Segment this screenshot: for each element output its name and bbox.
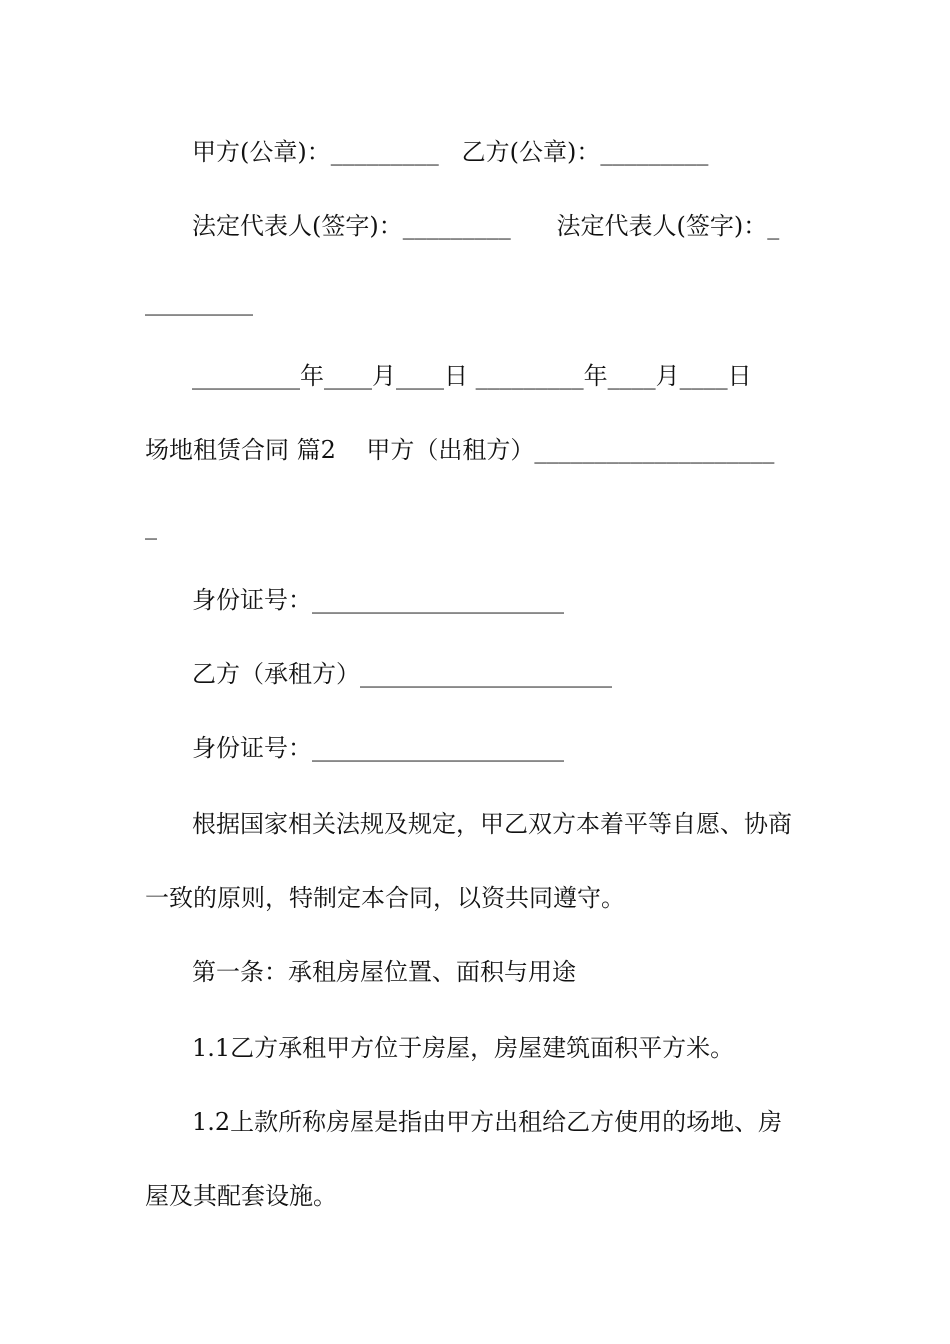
preamble-paragraph-line-1: 根据国家相关法规及规定，甲乙双方本着平等自愿、协商: [192, 810, 792, 838]
signature-seal-line: 甲方(公章)：_________ 乙方(公章)：_________: [192, 138, 709, 166]
date-line: _________年____月____日 _________年____月____日: [192, 362, 752, 390]
clause-1-2-line-1: 1.2上款所称房屋是指由甲方出租给乙方使用的场地、房: [192, 1108, 783, 1136]
clause-1-1: 1.1乙方承租甲方位于房屋，房屋建筑面积平方米。: [192, 1034, 735, 1062]
contract-title-lessor-line: 场地租赁合同 篇2 甲方（出租方）____________________: [145, 436, 775, 464]
article-one-heading: 第一条：承租房屋位置、面积与用途: [192, 958, 576, 986]
lessee-id-number-line: 身份证号：_____________________: [192, 734, 564, 762]
clause-1-2-line-2: 屋及其配套设施。: [145, 1182, 337, 1210]
legal-representative-continuation: _________: [145, 288, 253, 316]
lessee-line: 乙方（承租方）_____________________: [192, 660, 612, 688]
legal-representative-line: 法定代表人(签字)：_________ 法定代表人(签字)：_: [192, 212, 780, 240]
preamble-paragraph-line-2: 一致的原则，特制定本合同，以资共同遵守。: [145, 884, 625, 912]
lessor-line-continuation: _: [145, 512, 157, 540]
lessor-id-number-line: 身份证号：_____________________: [192, 586, 564, 614]
